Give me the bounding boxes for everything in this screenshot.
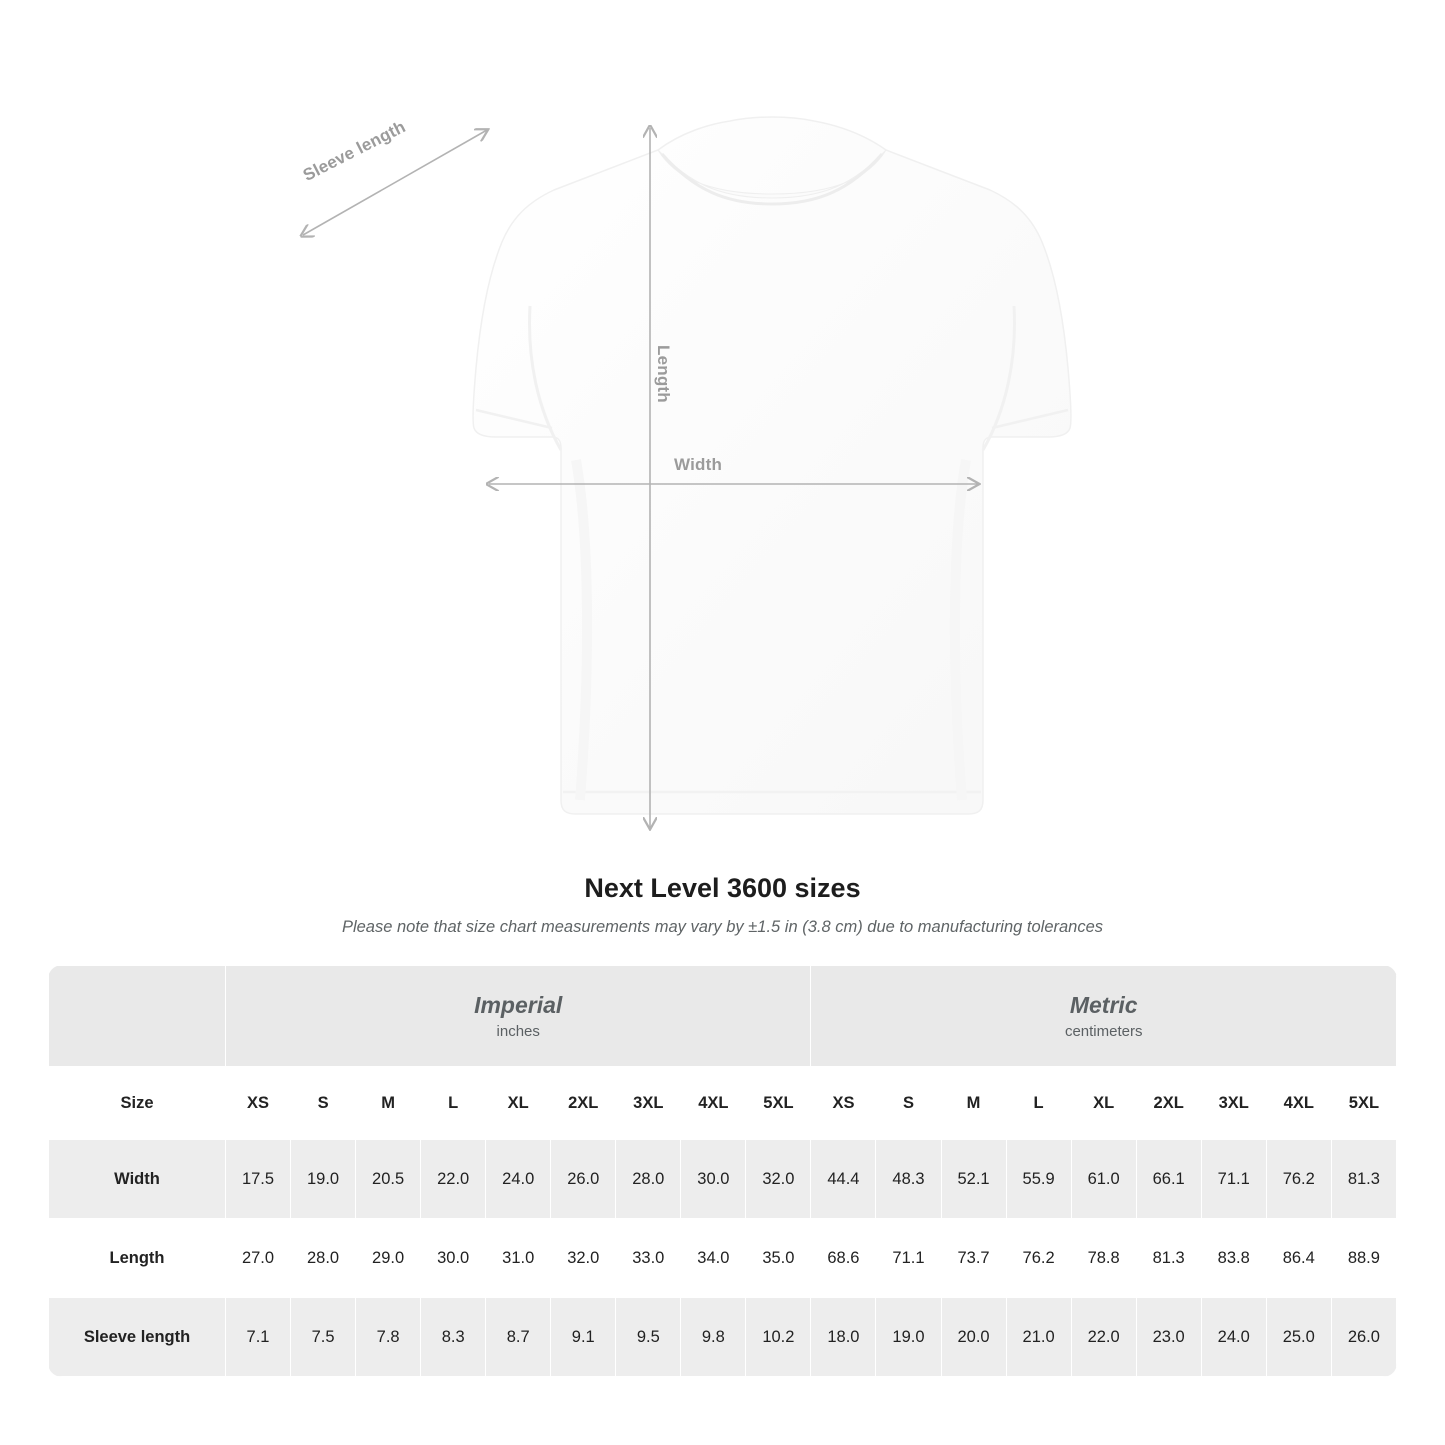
size-imperial-4xl: 4XL (681, 1067, 746, 1140)
sleeve-imperial-m: 7.8 (356, 1298, 421, 1377)
length-imperial-3xl: 33.0 (616, 1219, 681, 1298)
length-imperial-4xl: 34.0 (681, 1219, 746, 1298)
sleeve-metric-3xl: 24.0 (1201, 1298, 1266, 1377)
table-row-sizes (49, 1067, 1397, 1140)
row-label-length: Length (49, 1219, 226, 1298)
sleeve-metric-xl: 22.0 (1071, 1298, 1136, 1377)
size-metric-xs: XS (811, 1067, 876, 1140)
row-label-sleeve-length: Sleeve length (49, 1298, 226, 1377)
size-metric-2xl: 2XL (1136, 1067, 1201, 1140)
table-row-width (49, 1140, 1397, 1219)
length-metric-xl: 78.8 (1071, 1219, 1136, 1298)
row-label-width: Width (49, 1140, 226, 1219)
system-name-imperial: Imperial (474, 992, 563, 1019)
width-imperial-2xl: 26.0 (551, 1140, 616, 1219)
system-header-imperial (226, 966, 811, 1067)
length-imperial-l: 30.0 (421, 1219, 486, 1298)
label-length: Length (654, 345, 673, 403)
page-title: Next Level 3600 sizes (584, 873, 861, 903)
length-metric-s: 71.1 (876, 1219, 941, 1298)
size-metric-m: M (941, 1067, 1006, 1140)
sleeve-metric-l: 21.0 (1006, 1298, 1071, 1377)
size-imperial-3xl: 3XL (616, 1067, 681, 1140)
width-metric-xs: 44.4 (811, 1140, 876, 1219)
size-imperial-xl: XL (486, 1067, 551, 1140)
size-metric-s: S (876, 1067, 941, 1140)
size-metric-5xl: 5XL (1331, 1067, 1396, 1140)
size-metric-l: L (1006, 1067, 1071, 1140)
size-table (48, 965, 1397, 1377)
sleeve-metric-5xl: 26.0 (1331, 1298, 1396, 1377)
width-metric-l: 55.9 (1006, 1140, 1071, 1219)
sleeve-metric-m: 20.0 (941, 1298, 1006, 1377)
length-imperial-m: 29.0 (356, 1219, 421, 1298)
size-imperial-m: M (356, 1067, 421, 1140)
length-metric-2xl: 81.3 (1136, 1219, 1201, 1298)
sleeve-imperial-s: 7.5 (291, 1298, 356, 1377)
length-imperial-xl: 31.0 (486, 1219, 551, 1298)
width-metric-5xl: 81.3 (1331, 1140, 1396, 1219)
size-metric-xl: XL (1071, 1067, 1136, 1140)
size-imperial-l: L (421, 1067, 486, 1140)
width-metric-s: 48.3 (876, 1140, 941, 1219)
width-metric-3xl: 71.1 (1201, 1140, 1266, 1219)
row-label-size: Size (49, 1067, 226, 1140)
sleeve-metric-4xl: 25.0 (1266, 1298, 1331, 1377)
length-metric-4xl: 86.4 (1266, 1219, 1331, 1298)
system-name-metric: Metric (1069, 992, 1138, 1019)
width-imperial-s: 19.0 (291, 1140, 356, 1219)
tolerance-note: Please note that size chart measurements may vary by ±1.5 in (3.8 cm) due to manufacturing tolerances (341, 918, 1104, 936)
sleeve-imperial-l: 8.3 (421, 1298, 486, 1377)
size-imperial-5xl: 5XL (746, 1067, 811, 1140)
sleeve-metric-2xl: 23.0 (1136, 1298, 1201, 1377)
size-imperial-s: S (291, 1067, 356, 1140)
sleeve-metric-xs: 18.0 (811, 1298, 876, 1377)
system-unit-imperial: inches (496, 1022, 540, 1040)
table-row-sleeve-length (49, 1298, 1397, 1377)
length-metric-l: 76.2 (1006, 1219, 1071, 1298)
length-imperial-s: 28.0 (291, 1219, 356, 1298)
width-imperial-4xl: 30.0 (681, 1140, 746, 1219)
sleeve-imperial-5xl: 10.2 (746, 1298, 811, 1377)
width-metric-2xl: 66.1 (1136, 1140, 1201, 1219)
width-imperial-m: 20.5 (356, 1140, 421, 1219)
length-metric-xs: 68.6 (811, 1219, 876, 1298)
label-width: Width (674, 455, 723, 474)
sleeve-imperial-xs: 7.1 (226, 1298, 291, 1377)
width-imperial-5xl: 32.0 (746, 1140, 811, 1219)
sleeve-imperial-3xl: 9.5 (616, 1298, 681, 1377)
label-sleeve-length: Sleeve length (300, 117, 409, 185)
system-header-metric (811, 966, 1397, 1067)
size-imperial-2xl: 2XL (551, 1067, 616, 1140)
table-row-length (49, 1219, 1397, 1298)
width-imperial-l: 22.0 (421, 1140, 486, 1219)
length-imperial-5xl: 35.0 (746, 1219, 811, 1298)
sleeve-metric-s: 19.0 (876, 1298, 941, 1377)
table-corner-cell (49, 966, 226, 1067)
width-imperial-xl: 24.0 (486, 1140, 551, 1219)
length-metric-m: 73.7 (941, 1219, 1006, 1298)
heading-block (0, 873, 1445, 937)
length-imperial-xs: 27.0 (226, 1219, 291, 1298)
size-metric-3xl: 3XL (1201, 1067, 1266, 1140)
width-imperial-xs: 17.5 (226, 1140, 291, 1219)
size-table-wrapper (48, 965, 1397, 1377)
size-metric-4xl: 4XL (1266, 1067, 1331, 1140)
width-metric-xl: 61.0 (1071, 1140, 1136, 1219)
width-imperial-3xl: 28.0 (616, 1140, 681, 1219)
system-unit-metric: centimeters (1064, 1022, 1143, 1040)
length-metric-3xl: 83.8 (1201, 1219, 1266, 1298)
sleeve-imperial-xl: 8.7 (486, 1298, 551, 1377)
sleeve-imperial-2xl: 9.1 (551, 1298, 616, 1377)
length-imperial-2xl: 32.0 (551, 1219, 616, 1298)
sleeve-imperial-4xl: 9.8 (681, 1298, 746, 1377)
width-metric-m: 52.1 (941, 1140, 1006, 1219)
width-metric-4xl: 76.2 (1266, 1140, 1331, 1219)
size-imperial-xs: XS (226, 1067, 291, 1140)
table-header-systems (49, 966, 1397, 1067)
length-metric-5xl: 88.9 (1331, 1219, 1396, 1298)
